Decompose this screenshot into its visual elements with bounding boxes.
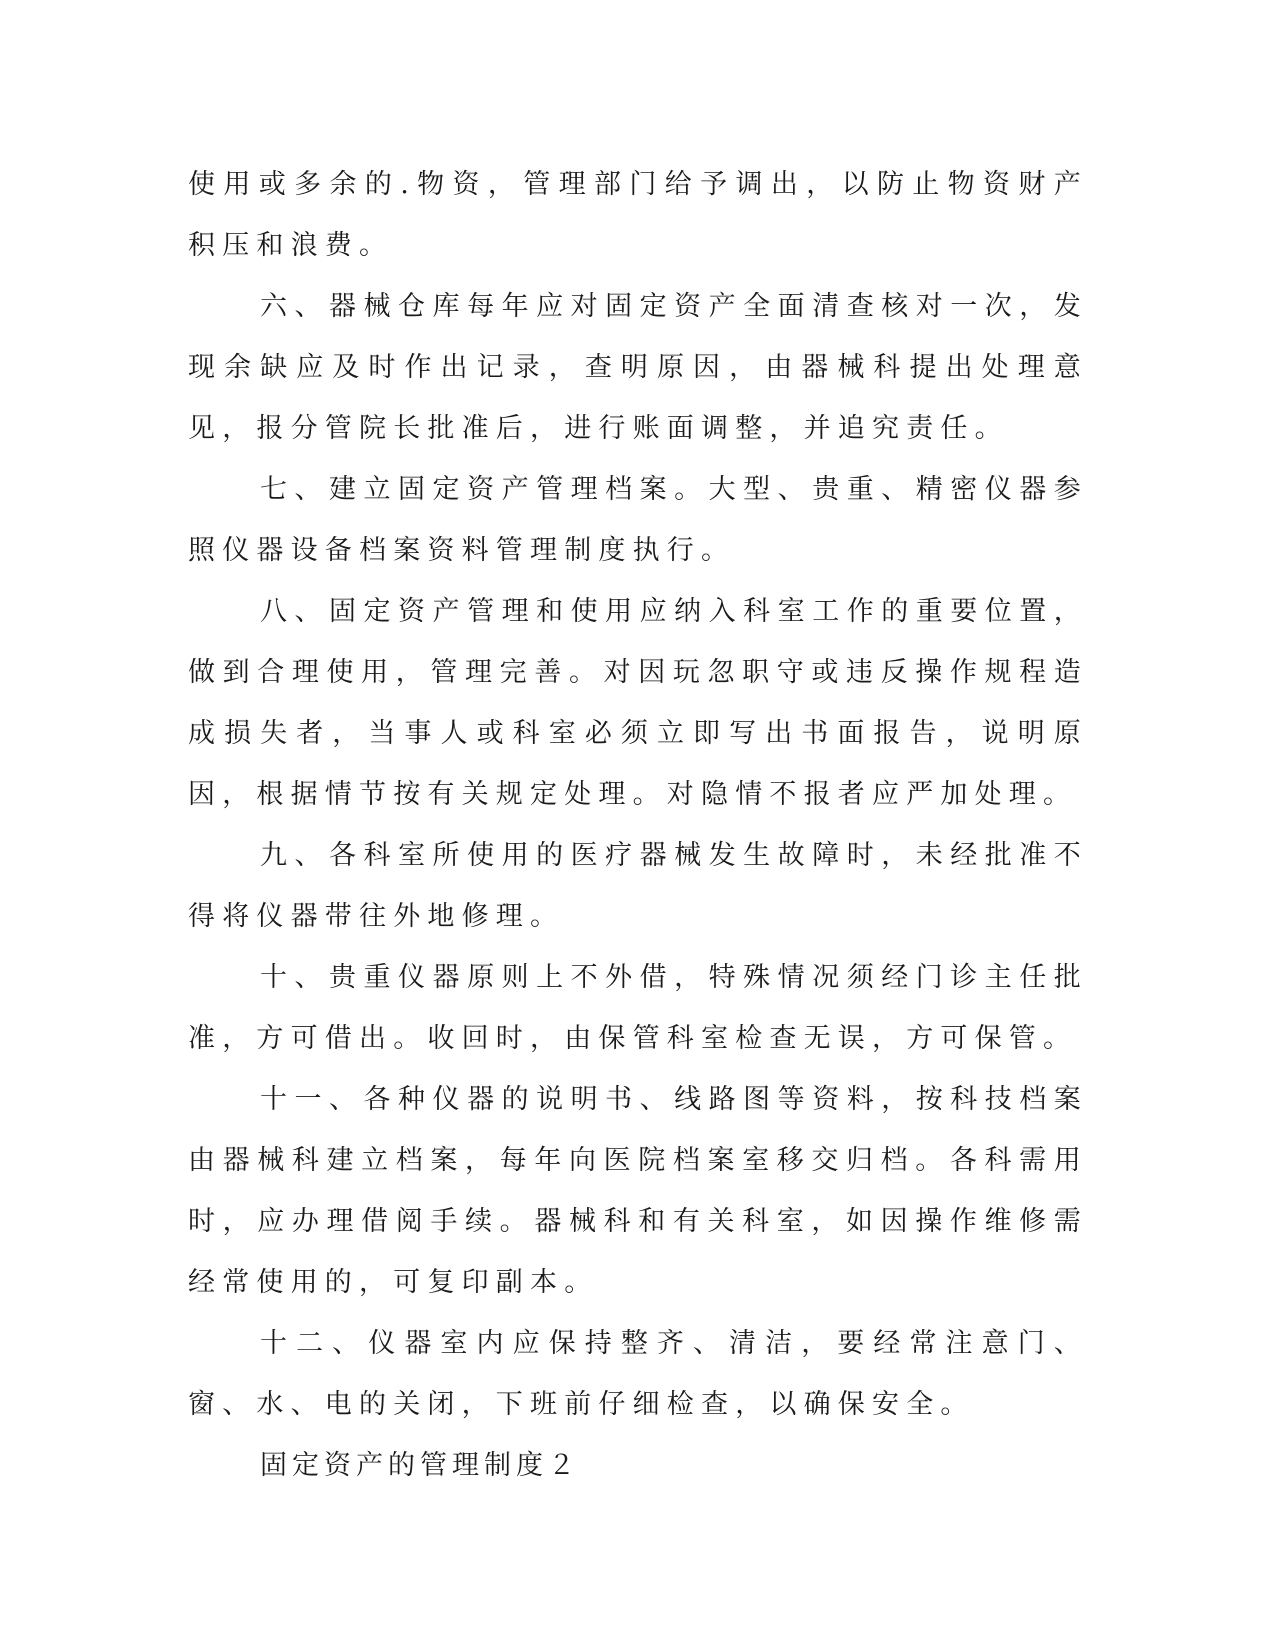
paragraph-item-10: 十、贵重仪器原则上不外借，特殊情况须经门诊主任批准，方可借出。收回时，由保管科室检查无误，方可保管。	[188, 962, 1088, 1054]
section-heading: 固定资产的管理制度２	[260, 1450, 580, 1481]
document-body	[188, 154, 1088, 1496]
paragraph-item-6: 六、器械仓库每年应对固定资产全面清查核对一次，发现余缺应及时作出记录，查明原因，由器械科提出处理意见，报分管院长批准后，进行账面调整，并追究责任。	[188, 291, 1088, 444]
paragraph-item-12: 十二、仪器室内应保持整齐、清洁，要经常注意门、窗、水、电的关闭，下班前仔细检查，以确保安全。	[188, 1328, 1088, 1420]
paragraph-item-7: 七、建立固定资产管理档案。大型、贵重、精密仪器参照仪器设备档案资料管理制度执行。	[188, 474, 1088, 566]
paragraph-item-11: 十一、各种仪器的说明书、线路图等资料，按科技档案由器械科建立档案，每年向医院档案室移交归档。各科需用时，应办理借阅手续。器械科和有关科室，如因操作维修需经常使用的，可复印副本。	[188, 1084, 1088, 1298]
paragraph-item-9: 九、各科室所使用的医疗器械发生故障时，未经批准不得将仪器带往外地修理。	[188, 840, 1088, 932]
paragraph-item-8: 八、固定资产管理和使用应纳入科室工作的重要位置，做到合理使用，管理完善。对因玩忽职守或违反操作规程造成损失者，当事人或科室必须立即写出书面报告，说明原因，根据情节按有关规定处理。对隐情不报者应严加处理。	[188, 596, 1088, 810]
paragraph-continuation: 使用或多余的.物资，管理部门给予调出，以防止物资财产积压和浪费。	[188, 169, 1088, 261]
